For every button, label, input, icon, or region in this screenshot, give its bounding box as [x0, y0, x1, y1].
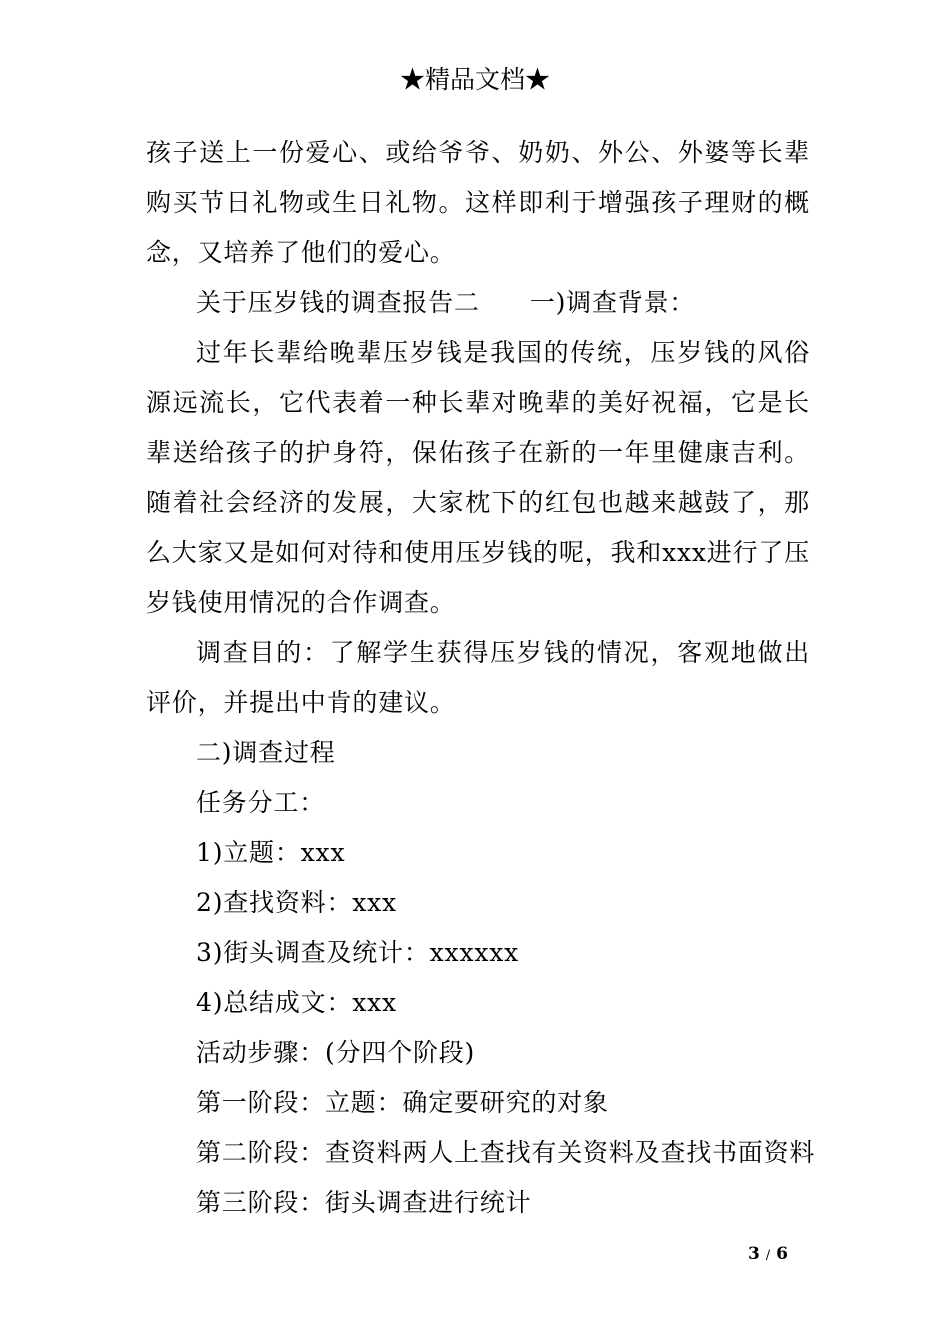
report-heading — [146, 278, 810, 328]
task-division-label: 任务分工： — [196, 788, 326, 817]
background-paragraph: 过年长辈给晚辈压岁钱是我国的传统，压岁钱的风俗源远流长，它代表着一种长辈对晚辈的美好祝福，它是长辈送给孩子的护身符，保佑孩子在新的一年里健康吉利。随着社会经济的发展，大家枕下的红包也越来越鼓了，那么大家又是如何对待和使用压岁钱的呢，我和xxx进行了压岁钱使用情况的合作调查。 — [146, 338, 810, 617]
stage-item: 第三阶段：街头调查进行统计 — [196, 1188, 532, 1217]
task-item: 2)查找资料：xxx — [196, 888, 397, 917]
report-title: 关于压岁钱的调查报告二 — [196, 288, 480, 317]
activity-steps-label: 活动步骤：(分四个阶段) — [196, 1038, 476, 1067]
total-pages: 6 — [776, 1244, 788, 1264]
page-header-title: ★精品文档★ — [399, 65, 550, 94]
page-number — [738, 1242, 798, 1268]
stage-item: 第一阶段：立题：确定要研究的对象 — [196, 1088, 609, 1117]
task-item: 3)街头调查及统计：xxxxxx — [196, 938, 520, 967]
purpose-paragraph: 调查目的：了解学生获得压岁钱的情况，客观地做出评价，并提出中肯的建议。 — [146, 638, 810, 717]
section-heading-process: 二)调查过程 — [196, 738, 336, 767]
task-item: 4)总结成文：xxx — [196, 988, 397, 1017]
document-body — [146, 128, 816, 1228]
stage-item: 第二阶段：查资料两人上查找有关资料及查找书面资料 — [196, 1138, 816, 1167]
task-item: 1)立题：xxx — [196, 838, 346, 867]
current-page: 3 — [748, 1244, 760, 1264]
page-separator: / — [765, 1248, 771, 1263]
intro-paragraph: 孩子送上一份爱心、或给爷爷、奶奶、外公、外婆等长辈购买节日礼物或生日礼物。这样即利于增强孩子理财的概念，又培养了他们的爱心。 — [146, 138, 810, 267]
section-heading-background: 一)调查背景： — [529, 288, 696, 317]
